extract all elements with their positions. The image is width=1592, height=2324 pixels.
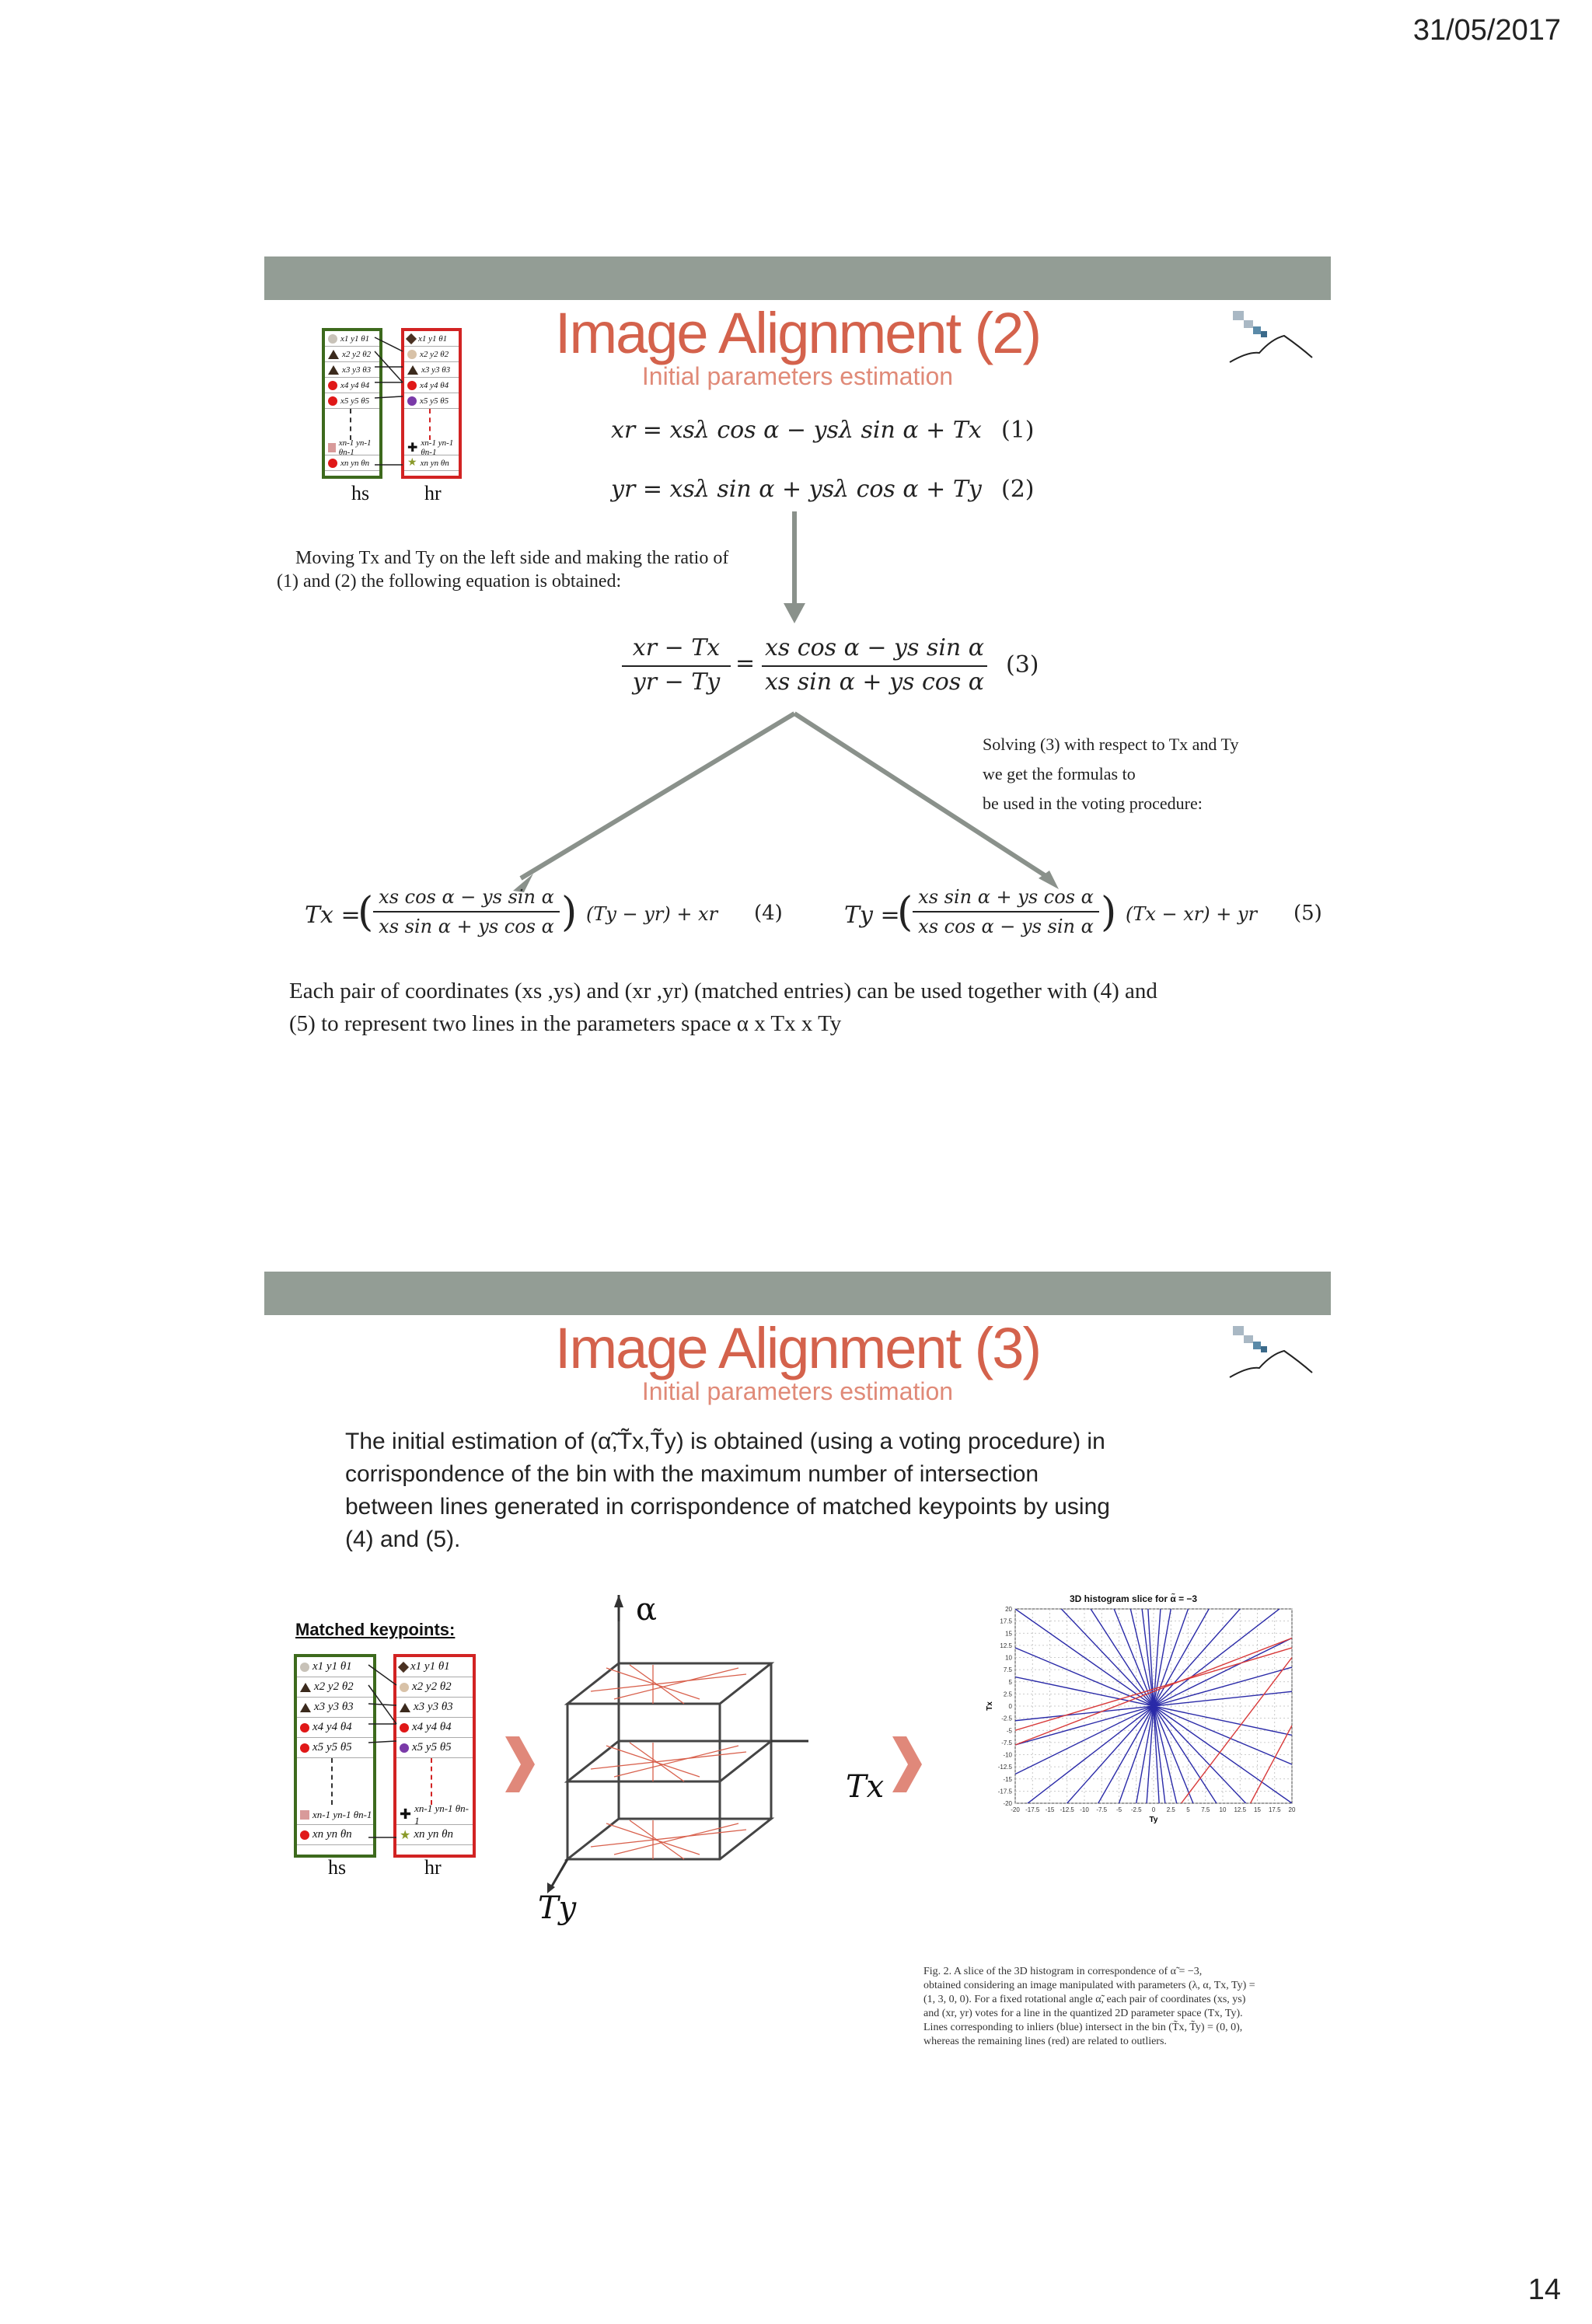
eq4-tail: (Ty − yr) + xr — [586, 903, 718, 925]
slide-title: Image Alignment (2) — [554, 301, 1041, 365]
fraction-bar — [762, 665, 987, 667]
fraction-bar — [622, 665, 731, 667]
eq4-lhs: Tx = — [305, 902, 361, 929]
row-text: x2 y2 θ2 — [342, 349, 372, 359]
eq5-frac-den: xs cos α − ys sin α — [918, 916, 1094, 937]
paren-open: ( — [897, 889, 913, 936]
eq3-lhs-num: xr − Tx — [632, 634, 721, 661]
x-tick-label: -20 — [1011, 1806, 1020, 1813]
row-text: x4 y4 θ4 — [420, 380, 449, 390]
table-row — [297, 1805, 373, 1825]
table-row — [297, 1738, 373, 1758]
table-row — [297, 1657, 373, 1677]
eq3-rhs-den: xs sin α + ys cos α — [764, 668, 985, 696]
slide-subtitle: Initial parameters estimation — [641, 1377, 954, 1405]
table-row — [396, 1698, 473, 1718]
equation-4-number: (4) — [754, 902, 783, 925]
row-text: x5 y5 θ5 — [312, 1741, 352, 1753]
equation-2-number: (2) — [1001, 476, 1035, 503]
x-tick-label: 10 — [1219, 1806, 1227, 1813]
equation-3-number: (3) — [1006, 651, 1039, 679]
y-axis-label: Tx — [986, 1701, 994, 1711]
slide-title: Image Alignment (3) — [554, 1316, 1041, 1380]
row-text: x3 y3 θ3 — [342, 365, 372, 375]
x-tick-label: -2.5 — [1130, 1806, 1142, 1813]
caption-line-5: Lines corresponding to inliers (blue) intersect in the bin (T̃x, T̃y) = (0, 0), — [923, 2022, 1243, 2033]
row-text: xn yn θn — [414, 1828, 454, 1841]
chevron-right-icon — [502, 1733, 538, 1795]
solve-line-1: Solving (3) with respect to Tx and Ty — [983, 735, 1239, 754]
row-text: x5 y5 θ5 — [420, 396, 449, 406]
paren-close: ) — [561, 889, 578, 936]
y-tick-label: -10 — [1003, 1751, 1012, 1759]
table-row — [396, 1718, 473, 1738]
x-tick-label: -5 — [1115, 1806, 1122, 1813]
row-text: xn yn θn — [420, 458, 449, 468]
solve-line-2: we get the formulas to — [983, 764, 1136, 783]
row-text: xn-1 yn-1 θn-1 — [414, 1802, 470, 1827]
paragraph-line-4: (4) and (5). — [345, 1527, 461, 1552]
x-tick-label: 5 — [1186, 1806, 1190, 1813]
row-text: xn yn θn — [340, 458, 370, 468]
slide-image-alignment-3 — [264, 1272, 1331, 2189]
x-axis-label: Ty — [1149, 1816, 1158, 1824]
x-tick-label: -15 — [1045, 1806, 1055, 1813]
matched-keypoints-label: Matched keypoints: — [295, 1620, 456, 1639]
label-hr: hr — [424, 482, 442, 504]
x-tick-label: 20 — [1288, 1806, 1296, 1813]
table-row — [297, 1825, 373, 1845]
table-row: ✚ xn-1 yn-1 θn-1 — [404, 440, 459, 455]
table-row — [396, 1657, 473, 1677]
y-tick-label: 17.5 — [1000, 1617, 1012, 1625]
table-row: ★ xn yn θn — [404, 455, 459, 471]
row-text: xn yn θn — [312, 1828, 352, 1841]
row-text: x4 y4 θ4 — [340, 380, 370, 390]
intro-line-1: Moving Tx and Ty on the left side and making the ratio of — [295, 548, 729, 568]
caption-line-3: (1, 3, 0, 0). For a fixed rotational angle α̃, each pair of coordinates (xs, ys) — [923, 1994, 1246, 2005]
row-text: xn-1 yn-1 θn-1 — [338, 438, 372, 457]
ellipsis-dashed — [431, 1758, 473, 1805]
caption-line-2: obtained considering an image manipulated with parameters (λ, α, Tx, Ty) = — [923, 1980, 1255, 1991]
row-text: x5 y5 θ5 — [412, 1741, 452, 1753]
y-tick-label: -15 — [1003, 1775, 1012, 1783]
parameter-space-cube — [544, 1590, 886, 1917]
paragraph-line-1: Each pair of coordinates (xs ,ys) and (xr ,yr) (matched entries) can be used together with (4) and — [289, 979, 1157, 1003]
row-text: x1 y1 θ1 — [340, 333, 370, 344]
x-tick-label: 15 — [1254, 1806, 1261, 1813]
eq5-frac-num: xs sin α + ys cos α — [918, 886, 1094, 908]
intro-line-2: (1) and (2) the following equation is obtained: — [277, 571, 622, 591]
y-tick-label: 0 — [1008, 1703, 1012, 1710]
slide-image-alignment-2 — [264, 256, 1331, 1174]
x-tick-label: 0 — [1151, 1806, 1156, 1813]
equals-sign: = — [735, 650, 756, 677]
equation-1: xr = xsλ cos α − ysλ sin α + Tx — [611, 417, 982, 444]
row-text: xn-1 yn-1 θn-1 — [421, 438, 454, 457]
row-text: x3 y3 θ3 — [314, 1701, 354, 1713]
plot-title: 3D histogram slice for α̃ = −3 — [1070, 1593, 1198, 1604]
logo-icon — [1225, 1323, 1315, 1385]
table-row — [396, 1738, 473, 1758]
y-tick-label: -17.5 — [997, 1788, 1012, 1795]
table-row — [396, 1677, 473, 1698]
row-text: x4 y4 θ4 — [412, 1721, 452, 1733]
page-number: 14 — [1527, 2273, 1561, 2306]
y-tick-label: 10 — [1005, 1654, 1012, 1662]
paragraph-line-3: between lines generated in corrispondence of matched keypoints by using — [345, 1494, 1110, 1520]
y-tick-label: 7.5 — [1003, 1666, 1012, 1674]
equation-5-number: (5) — [1294, 902, 1322, 925]
axis-ty-label: Ty — [538, 1890, 577, 1926]
y-tick-label: -5 — [1006, 1727, 1012, 1735]
table-row: ★ xn yn θn — [396, 1825, 473, 1845]
y-tick-label: -7.5 — [1001, 1739, 1012, 1746]
row-text: x5 y5 θ5 — [340, 396, 370, 406]
match-lines — [365, 1654, 400, 1853]
table-hs — [294, 1654, 376, 1858]
y-tick-label: 15 — [1005, 1630, 1012, 1638]
eq3-rhs-num: xs cos α − ys sin α — [764, 634, 985, 661]
table-row — [297, 1718, 373, 1738]
x-tick-label: 2.5 — [1166, 1806, 1175, 1813]
label-hr: hr — [424, 1856, 442, 1879]
caption-line-1: Fig. 2. A slice of the 3D histogram in correspondence of α̃ = −3, — [923, 1966, 1203, 1977]
fraction-bar — [373, 911, 560, 913]
axis-tx-label: Tx — [846, 1769, 885, 1805]
eq5-lhs: Ty = — [844, 902, 900, 929]
solve-line-3: be used in the voting procedure: — [983, 794, 1203, 813]
row-text: x3 y3 θ3 — [414, 1701, 453, 1713]
paragraph-line-1: The initial estimation of (α̃,T̃x,T̃y) is obtained (using a voting procedure) in — [345, 1429, 1105, 1454]
equation-1-number: (1) — [1001, 417, 1035, 444]
histogram-slice-plot — [979, 1604, 1301, 1830]
x-tick-label: -10 — [1080, 1806, 1089, 1813]
y-tick-label: 5 — [1008, 1678, 1012, 1686]
label-hs: hs — [351, 482, 370, 504]
x-tick-label: 12.5 — [1234, 1806, 1247, 1813]
row-text: x1 y1 θ1 — [410, 1660, 450, 1673]
y-tick-label: 2.5 — [1003, 1691, 1012, 1698]
y-tick-label: -20 — [1003, 1800, 1012, 1807]
paren-open: ( — [358, 889, 374, 936]
eq3-lhs-den: yr − Ty — [632, 668, 721, 696]
row-text: x2 y2 θ2 — [420, 349, 449, 359]
y-tick-label: 12.5 — [1000, 1642, 1012, 1649]
eq4-frac-num: xs cos α − ys sin α — [379, 886, 554, 908]
label-hs: hs — [328, 1856, 347, 1879]
eq5-tail: (Tx − xr) + yr — [1126, 903, 1258, 925]
row-text: x4 y4 θ4 — [312, 1721, 352, 1733]
slide-subtitle: Initial parameters estimation — [641, 362, 954, 390]
row-text: x3 y3 θ3 — [421, 365, 451, 375]
equation-2: yr = xsλ sin α + ysλ cos α + Ty — [611, 476, 982, 503]
x-tick-label: -12.5 — [1060, 1806, 1074, 1813]
table-hr — [393, 1654, 476, 1858]
row-text: x2 y2 θ2 — [314, 1680, 354, 1693]
chevron-right-icon — [889, 1733, 925, 1795]
row-text: x1 y1 θ1 — [418, 333, 448, 344]
table-row — [297, 1698, 373, 1718]
y-tick-label: -12.5 — [997, 1764, 1012, 1771]
axis-alpha-label: α — [636, 1592, 658, 1628]
table-row — [297, 1677, 373, 1698]
table-row: ✚ xn-1 yn-1 θn-1 — [396, 1805, 473, 1825]
x-tick-label: -17.5 — [1025, 1806, 1040, 1813]
row-text: xn-1 yn-1 θn-1 — [312, 1808, 372, 1820]
y-tick-label: -2.5 — [1001, 1715, 1012, 1722]
eq4-frac-den: xs sin α + ys cos α — [379, 916, 554, 937]
row-text: x1 y1 θ1 — [312, 1660, 352, 1673]
caption-line-4: and (xr, yr) votes for a line in the quantized 2D parameter space (Tx, Ty). — [923, 2008, 1243, 2019]
paragraph-line-2: (5) to represent two lines in the parameters space α x Tx x Ty — [289, 1011, 842, 1036]
caption-line-6: whereas the remaining lines (red) are related to outliers. — [923, 2036, 1167, 2047]
slide-header-bar — [264, 1272, 1331, 1315]
x-tick-label: -7.5 — [1096, 1806, 1108, 1813]
x-tick-label: 17.5 — [1268, 1806, 1281, 1813]
date: 31/05/2017 — [1412, 14, 1561, 47]
paren-close: ) — [1101, 889, 1117, 936]
y-tick-label: 20 — [1005, 1606, 1012, 1613]
x-tick-label: 7.5 — [1201, 1806, 1210, 1813]
row-text: x2 y2 θ2 — [412, 1680, 452, 1693]
fraction-bar — [913, 911, 1099, 913]
paragraph-line-2: corrispondence of the bin with the maximum number of intersection — [345, 1461, 1039, 1487]
